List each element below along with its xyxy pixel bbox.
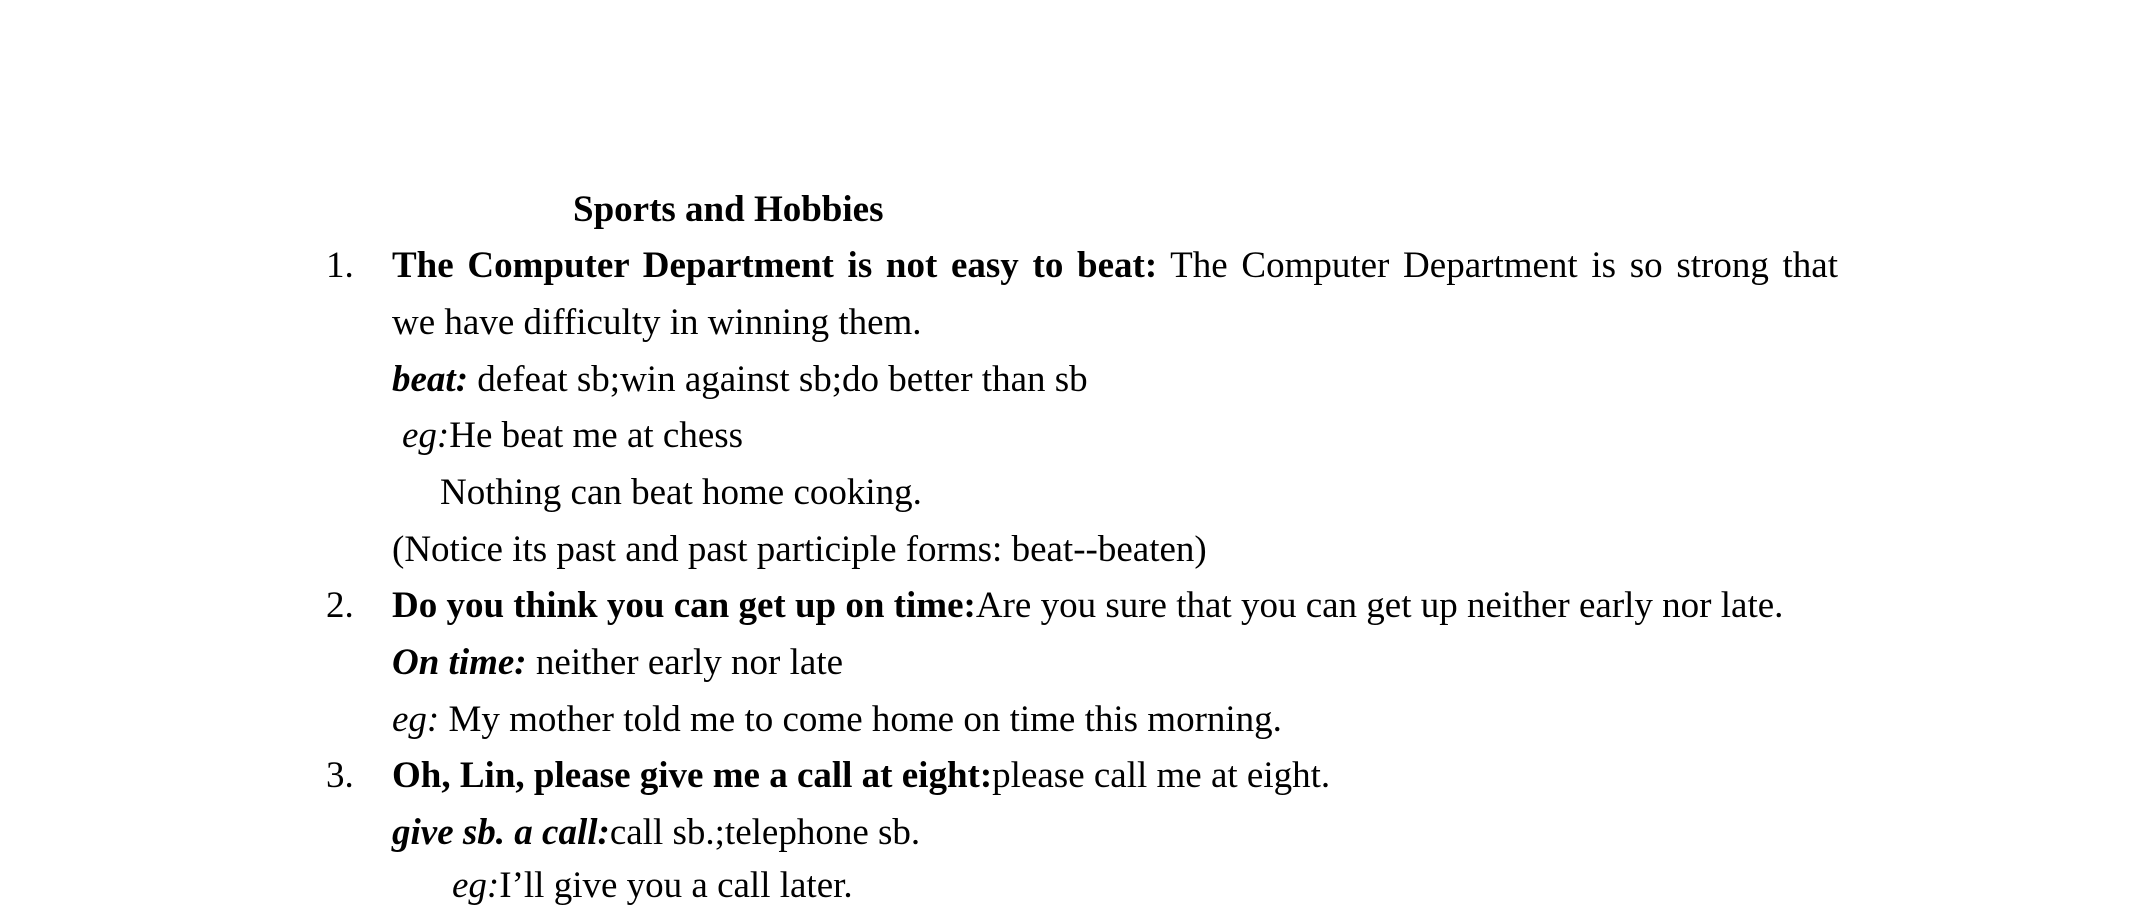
- item-1-example-line: [402, 414, 743, 458]
- page-title: Sports and Hobbies: [573, 189, 884, 230]
- item-3-example-line: [452, 864, 853, 908]
- item-1-example-1: He beat me at chess: [449, 415, 744, 456]
- item-1-explanation-part2: we have difficulty in winning them.: [392, 302, 922, 343]
- item-3-number: 3.: [326, 755, 354, 796]
- item-2-definition: neither early nor late: [526, 642, 844, 683]
- item-2-example-line: [392, 698, 1282, 742]
- item-1-number: 1.: [326, 245, 354, 286]
- item-1-note: (Notice its past and past participle forms: beat--beaten): [392, 529, 1207, 570]
- item-3-line-1: [392, 754, 1330, 798]
- item-2-definition-line: [392, 641, 843, 685]
- item-2-number: 2.: [326, 585, 354, 626]
- item-2-heading: Do you think you can get up on time:: [392, 585, 976, 626]
- item-1-heading: The Computer Department is not easy to beat:: [392, 245, 1158, 286]
- item-3-eg-label: eg:: [452, 865, 500, 906]
- item-3-example-1: I’ll give you a call later.: [499, 865, 853, 906]
- item-3-definition: call sb.;telephone sb.: [609, 812, 921, 853]
- item-1-explanation-part1: The Computer Department is so strong that: [1157, 245, 1839, 286]
- item-1-definition: defeat sb;win against sb;do better than sb: [468, 359, 1088, 400]
- item-3-heading: Oh, Lin, please give me a call at eight:: [392, 755, 993, 796]
- item-3-definition-line: [392, 811, 920, 855]
- item-3-explanation: please call me at eight.: [992, 755, 1331, 796]
- item-1-example-2: Nothing can beat home cooking.: [440, 472, 922, 513]
- item-1-eg-label: eg:: [402, 415, 450, 456]
- item-3-term: give sb. a call:: [392, 812, 610, 853]
- item-1-term: beat:: [392, 359, 469, 400]
- item-1-line-1: [392, 244, 1838, 288]
- item-2-term: On time:: [392, 642, 527, 683]
- item-2-example-1: My mother told me to come home on time this morning.: [439, 699, 1282, 740]
- item-2-line-1: [392, 584, 1783, 628]
- item-2-explanation: Are you sure that you can get up neither early nor late.: [975, 585, 1784, 626]
- item-2-eg-label: eg:: [392, 699, 440, 740]
- item-1-definition-line: [392, 358, 1088, 402]
